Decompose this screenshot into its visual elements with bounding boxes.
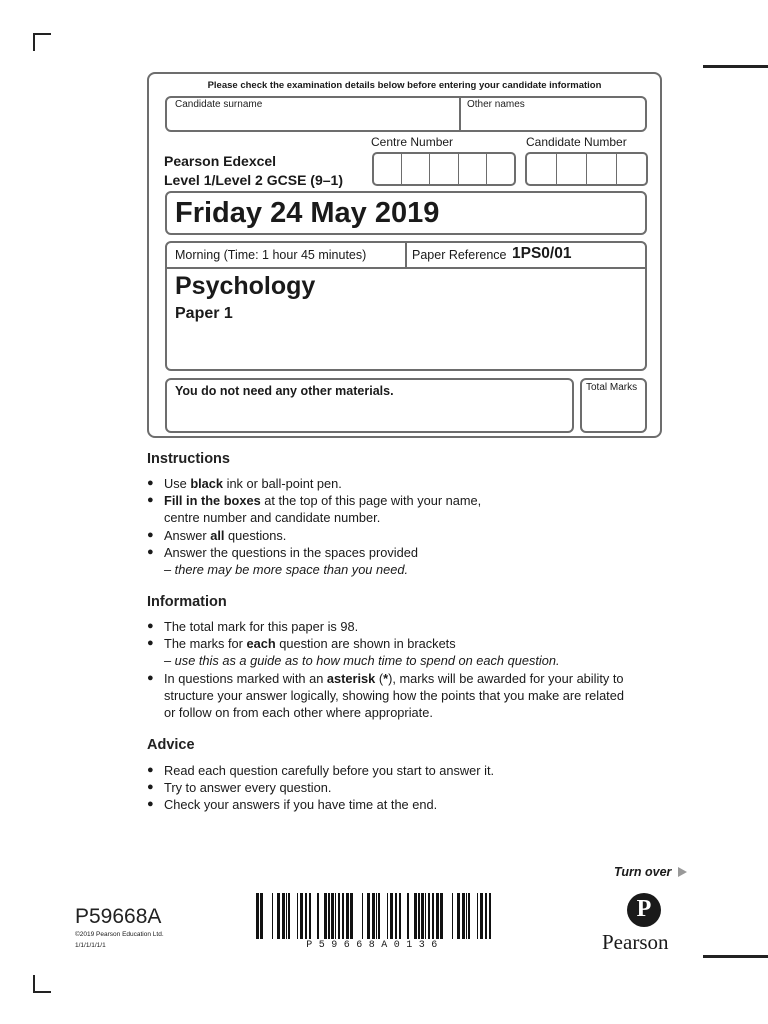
sequence-code: 1/1/1/1/1/1: [75, 942, 106, 949]
list-item: ● Try to answer every question.: [147, 779, 667, 796]
list-item: ● Use black ink or ball-point pen.: [147, 475, 667, 492]
pearson-logo-icon: [627, 893, 661, 927]
candidate-name-box: [165, 96, 647, 132]
list-item: ● Fill in the boxes at the top of this page with your name, centre number and candidate number.: [147, 492, 667, 526]
logo-letter: P: [636, 896, 652, 922]
board-name: Pearson Edexcel: [164, 153, 277, 169]
candidate-number-boxes[interactable]: [525, 152, 648, 186]
list-item: ● In questions marked with an asterisk (*), marks will be awarded for your ability to structure your answer logically, showing how the points that you make are related or follow on from each other where appropriate.: [147, 670, 677, 722]
paper-number: Paper 1: [175, 305, 233, 322]
turn-over-label: Turn over: [614, 865, 672, 879]
list-item: ● Answer all questions.: [147, 527, 667, 544]
subject-title: Psychology: [175, 272, 316, 300]
candidate-number-label: Candidate Number: [526, 135, 627, 149]
instructions-title: Instructions: [147, 451, 230, 467]
session-time: Morning (Time: 1 hour 45 minutes): [175, 248, 367, 262]
exam-details-panel: [147, 72, 662, 438]
exam-board: [164, 152, 343, 190]
exam-date: Friday 24 May 2019: [175, 197, 440, 229]
instructions-list: [147, 475, 667, 578]
other-names-field[interactable]: Other names: [467, 99, 525, 110]
materials-box: [165, 378, 574, 433]
barcode-icon: [256, 893, 494, 939]
advice-list: [147, 762, 667, 814]
list-item: ● Answer the questions in the spaces provided – there may be more space than you need.: [147, 544, 667, 578]
qualification-level: Level 1/Level 2 GCSE (9–1): [164, 172, 343, 188]
arrow-right-icon: [678, 867, 687, 877]
crop-mark: [33, 33, 35, 51]
list-item: ● The marks for each question are shown in brackets – use this as a guide as to how much time to spend on each question.: [147, 635, 677, 669]
information-list: [147, 618, 677, 721]
paper-code: P59668A: [75, 905, 162, 928]
list-item: ● Check your answers if you have time at the end.: [147, 796, 667, 813]
pearson-wordmark: Pearson: [602, 930, 669, 954]
advice-title: Advice: [147, 737, 195, 753]
list-item: ● Read each question carefully before you start to answer it.: [147, 762, 667, 779]
paper-reference: 1PS0/01: [512, 245, 572, 262]
list-item: ● The total mark for this paper is 98.: [147, 618, 677, 635]
candidate-surname-field[interactable]: Candidate surname: [175, 99, 263, 110]
barcode-number: P59668A0136: [306, 940, 444, 951]
paper-reference-label: Paper Reference: [412, 248, 507, 262]
crop-mark: [33, 33, 51, 35]
materials-note: You do not need any other materials.: [175, 384, 394, 398]
divider: [405, 243, 407, 268]
total-marks-box: [580, 378, 647, 433]
subject-box: [165, 241, 647, 371]
exam-date-box: [165, 191, 647, 235]
centre-number-label: Centre Number: [371, 135, 454, 149]
total-marks-label: Total Marks: [586, 382, 638, 393]
check-details-heading: Please check the examination details below before entering your candidate information: [207, 80, 602, 91]
crop-mark: [33, 991, 51, 993]
margin-rule: [703, 65, 768, 68]
centre-number-boxes[interactable]: [372, 152, 516, 186]
copyright-notice: ©2019 Pearson Education Ltd.: [75, 931, 164, 938]
name-divider: [459, 98, 461, 130]
information-title: Information: [147, 594, 227, 610]
margin-rule: [703, 955, 768, 958]
